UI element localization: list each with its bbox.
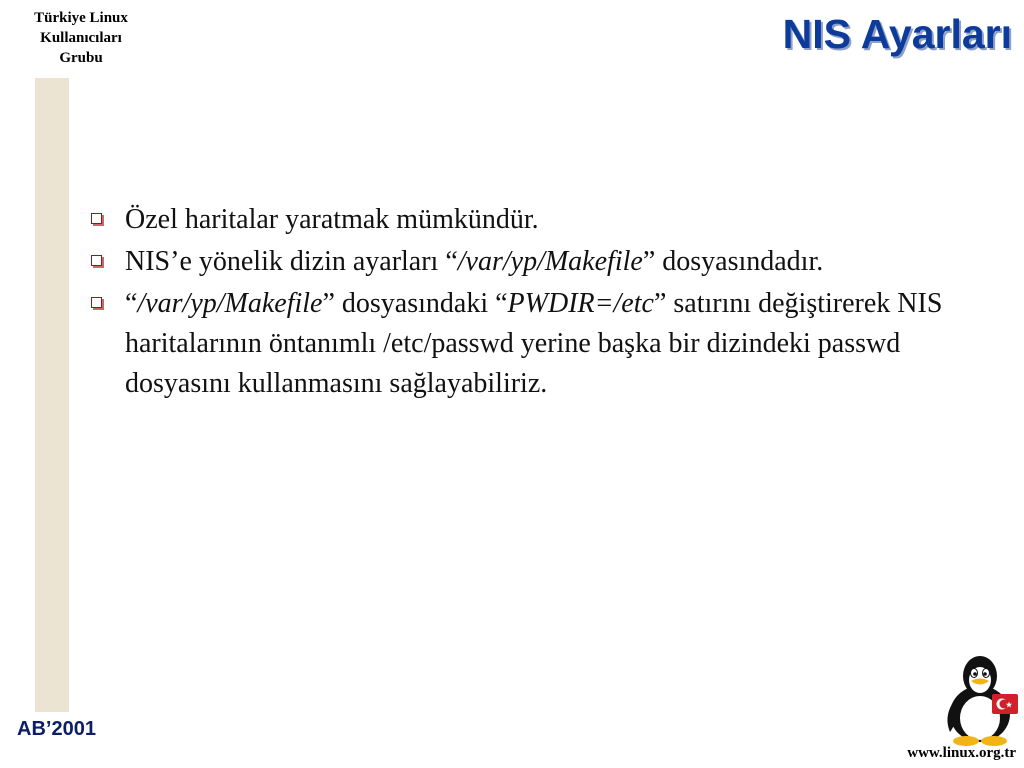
square-bullet-icon xyxy=(91,297,102,308)
bullet-text: Özel haritalar yaratmak mümkündür. xyxy=(125,204,539,235)
file-path: /var/yp/Makefile xyxy=(137,288,323,319)
bullet-text: ” dosyasındaki “ xyxy=(322,288,508,319)
square-bullet-icon xyxy=(91,255,102,266)
bullet-item xyxy=(88,242,948,282)
footer-year: AB’2001 xyxy=(17,718,96,740)
bullet-text: ” satırını değiştirerek NIS haritalarının öntanımlı /etc/passwd yerine başka bir dizindeki passwd dosyasını kullanmasını sağlayabiliriz. xyxy=(125,288,943,399)
organization-line-2: Kullanıcıları xyxy=(40,30,122,46)
bullet-text: ” dosyasındadır. xyxy=(642,246,824,277)
file-path: /var/yp/Makefile xyxy=(457,246,643,277)
organization-line-3: Grubu xyxy=(59,50,103,66)
slide-title: NIS Ayarları xyxy=(782,11,1012,57)
organization-name xyxy=(8,8,154,68)
square-bullet-icon xyxy=(91,213,102,224)
slide-content xyxy=(88,200,948,406)
tux-penguin-icon xyxy=(940,652,1024,746)
bullet-item xyxy=(88,284,948,404)
config-setting: PWDIR=/etc xyxy=(507,288,654,319)
website-url: www.linux.org.tr xyxy=(907,745,1016,761)
bullet-text: NIS’e yönelik dizin ayarları “ xyxy=(125,246,458,277)
bullet-item xyxy=(88,200,948,240)
side-decoration-bar xyxy=(35,78,69,712)
organization-line-1: Türkiye Linux xyxy=(34,10,128,26)
bullet-text: “ xyxy=(125,288,138,319)
